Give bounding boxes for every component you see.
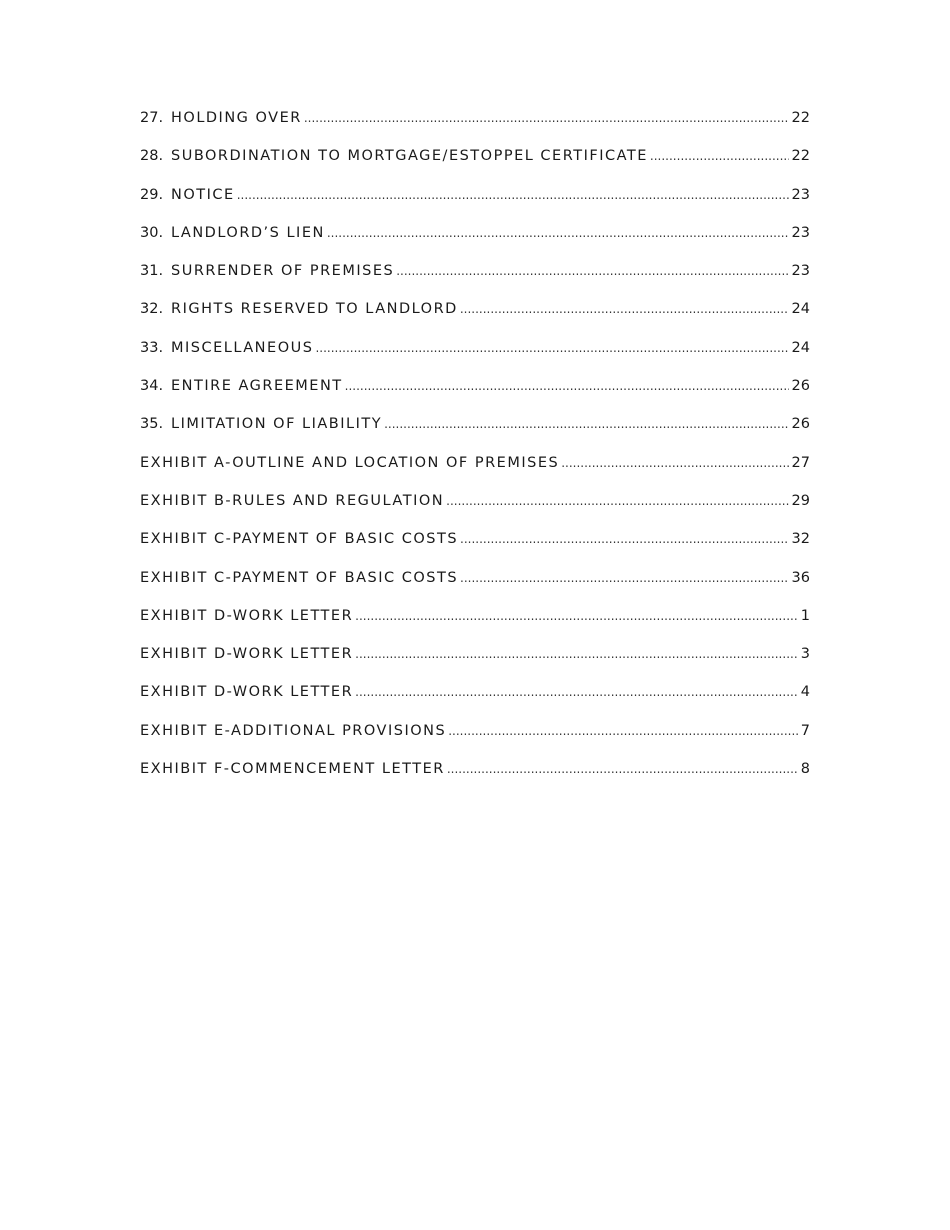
dot-leader [460, 302, 789, 316]
toc-entry-title: EXHIBIT D-WORK LETTER [140, 607, 354, 624]
dot-leader [327, 226, 789, 240]
toc-entry-title: MISCELLANEOUS [171, 339, 314, 356]
toc-entry[interactable] [140, 455, 810, 493]
dot-leader [355, 685, 798, 699]
toc-entry-title: SURRENDER OF PREMISES [171, 263, 395, 280]
toc-entry-page-number: 27 [791, 454, 810, 471]
dot-leader [315, 341, 788, 355]
toc-entry[interactable] [140, 761, 810, 799]
dot-leader [384, 417, 788, 431]
toc-entry-page-number: 29 [791, 492, 810, 509]
dot-leader [447, 762, 798, 776]
toc-entry-title: EXHIBIT C-PAYMENT OF BASIC COSTS [140, 569, 459, 586]
toc-entry[interactable] [140, 378, 810, 416]
toc-entry-title: LIMITATION OF LIABILITY [171, 416, 383, 433]
dot-leader [446, 494, 788, 508]
toc-entry-title: HOLDING OVER [171, 110, 302, 126]
toc-entry-page-number: 23 [791, 263, 810, 280]
toc-entry-title: EXHIBIT C-PAYMENT OF BASIC COSTS [140, 531, 459, 548]
toc-entry[interactable] [140, 225, 810, 263]
toc-entry-number: 30. [140, 224, 164, 241]
dot-leader [650, 149, 789, 163]
toc-entry[interactable] [140, 416, 810, 454]
toc-entry-title: ENTIRE AGREEMENT [171, 378, 343, 395]
toc-entry-title: EXHIBIT E-ADDITIONAL PROVISIONS [140, 722, 447, 739]
toc-entry-page-number: 3 [800, 646, 810, 663]
toc-entry[interactable] [140, 148, 810, 186]
toc-entry[interactable] [140, 646, 810, 684]
toc-entry-number: 29. [140, 186, 164, 203]
toc-entry-number: 33. [140, 339, 164, 356]
toc-entry[interactable] [140, 187, 810, 225]
toc-entry-page-number: 36 [791, 569, 810, 586]
toc-entry-page-number: 4 [800, 684, 810, 701]
toc-entry-page-number: 24 [791, 301, 810, 318]
toc-entry-number: 28. [140, 148, 164, 165]
toc-entry-title: EXHIBIT A-OUTLINE AND LOCATION OF PREMISES [140, 454, 560, 471]
toc-entry-title: LANDLORD’S LIEN [171, 224, 325, 241]
dot-leader [237, 188, 789, 202]
toc-entry-number: 27. [140, 110, 164, 126]
dot-leader [460, 532, 789, 546]
toc-entry-number: 34. [140, 378, 164, 395]
toc-entry[interactable] [140, 301, 810, 339]
toc-entry[interactable] [140, 110, 810, 148]
dot-leader [355, 609, 798, 623]
toc-entry-page-number: 23 [791, 224, 810, 241]
dot-leader [355, 647, 798, 661]
toc-entry[interactable] [140, 340, 810, 378]
toc-entry-page-number: 22 [791, 148, 810, 165]
toc-entry-title: EXHIBIT B-RULES AND REGULATION [140, 492, 445, 509]
toc-entry-page-number: 1 [800, 607, 810, 624]
toc-entry-number: 35. [140, 416, 164, 433]
toc-entry[interactable] [140, 263, 810, 301]
toc-entry[interactable] [140, 723, 810, 761]
dot-leader [396, 264, 788, 278]
toc-entry-page-number: 24 [791, 339, 810, 356]
toc-entry-title: EXHIBIT D-WORK LETTER [140, 684, 354, 701]
toc-entry[interactable] [140, 684, 810, 722]
dot-leader [345, 379, 789, 393]
toc-entry-title: RIGHTS RESERVED TO LANDLORD [171, 301, 458, 318]
toc-entry-title: SUBORDINATION TO MORTGAGE/ESTOPPEL CERTIFICATE [171, 148, 648, 165]
toc-entry-page-number: 26 [791, 378, 810, 395]
dot-leader [448, 724, 798, 738]
dot-leader [304, 111, 789, 125]
toc-entry-title: EXHIBIT D-WORK LETTER [140, 646, 354, 663]
toc-entry-page-number: 7 [800, 722, 810, 739]
toc-entry-page-number: 22 [791, 110, 810, 126]
toc-entry-page-number: 8 [800, 761, 810, 778]
toc-entry-page-number: 23 [791, 186, 810, 203]
toc-entry[interactable] [140, 493, 810, 531]
table-of-contents [140, 110, 810, 799]
dot-leader [460, 571, 789, 585]
toc-entry-page-number: 26 [791, 416, 810, 433]
toc-entry-number: 31. [140, 263, 164, 280]
toc-entry-page-number: 32 [791, 531, 810, 548]
toc-entry[interactable] [140, 531, 810, 569]
toc-entry-title: NOTICE [171, 186, 235, 203]
toc-entry[interactable] [140, 570, 810, 608]
toc-entry-number: 32. [140, 301, 164, 318]
toc-entry-title: EXHIBIT F-COMMENCEMENT LETTER [140, 761, 445, 778]
dot-leader [561, 456, 788, 470]
toc-entry[interactable] [140, 608, 810, 646]
